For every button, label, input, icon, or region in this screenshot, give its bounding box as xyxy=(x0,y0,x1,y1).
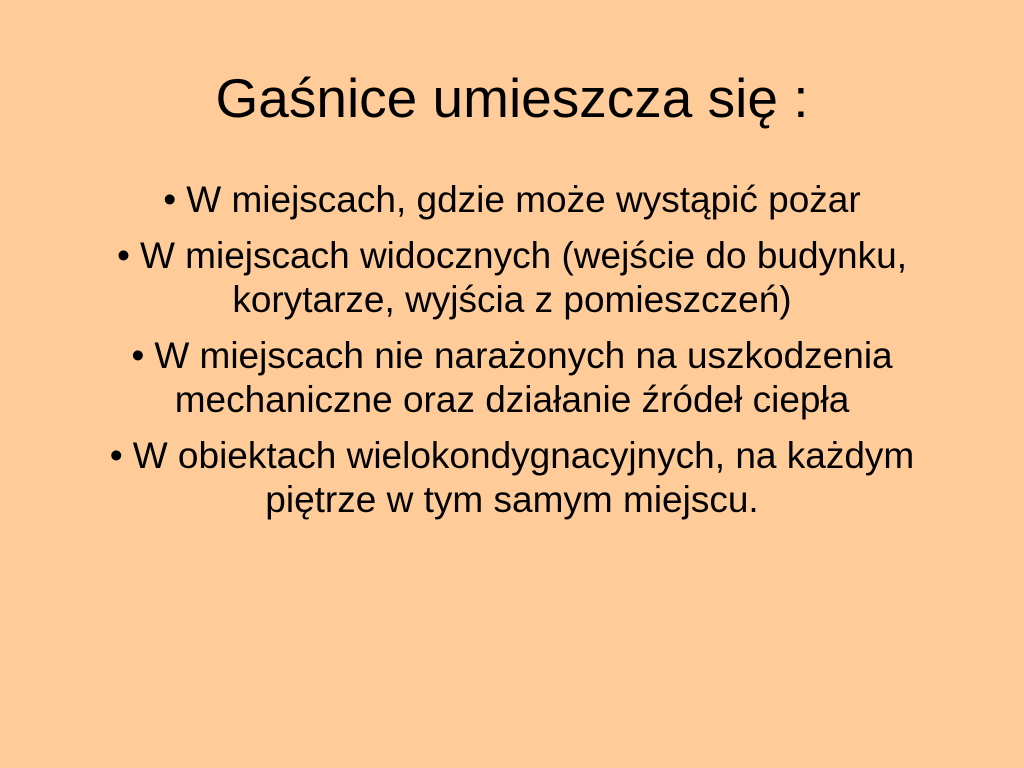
bullet-list xyxy=(66,178,958,534)
bullet-icon: • xyxy=(109,435,123,476)
bullet-text-3: W miejscach nie narażonych na uszkodzenia mechaniczne oraz działanie źródeł ciepła xyxy=(154,335,893,420)
bullet-item-1 xyxy=(66,178,958,222)
bullet-icon: • xyxy=(131,335,145,376)
bullet-text-4: W obiektach wielokondygnacyjnych, na każdym piętrze w tym samym miejscu. xyxy=(132,435,915,520)
bullet-item-2 xyxy=(66,234,958,322)
bullet-item-3 xyxy=(66,334,958,422)
bullet-icon: • xyxy=(163,179,177,220)
slide-title: Gaśnice umieszcza się : xyxy=(215,67,809,129)
bullet-item-4 xyxy=(66,434,958,522)
bullet-text-1: W miejscach, gdzie może wystąpić pożar xyxy=(186,179,861,220)
bullet-icon: • xyxy=(117,235,130,276)
bullet-text-2: W miejscach widocznych (wejście do budynku, korytarze, wyjścia z pomieszczeń) xyxy=(139,235,907,320)
